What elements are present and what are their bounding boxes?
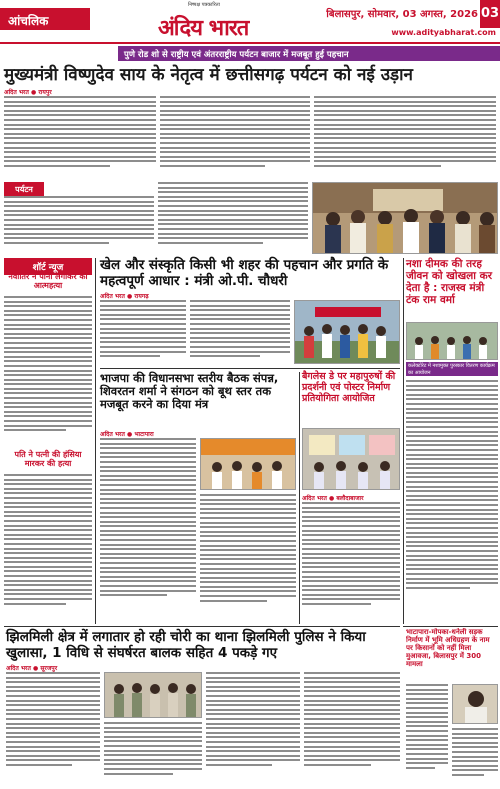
side-headline: नशा दीमक की तरह जीवन को खोखला कर देता है : राजस्व मंत्री टंक राम वर्मा	[406, 258, 493, 307]
police-body-3	[206, 672, 300, 784]
sports-body-left	[100, 300, 186, 366]
sports-body-mid	[190, 300, 290, 366]
farmer-headline: भाटापारा-मोपका-धनेली सड़क निर्माण में भूमि अधिग्रहण के नाम पर किसानों को नहीं मिला मुआवजा, बिलासपुर में 300 मामला	[406, 628, 490, 669]
police-body-2	[104, 722, 202, 784]
side-photo-image	[407, 323, 498, 360]
farmer-photo-image	[453, 685, 498, 724]
short-news-1-body	[4, 296, 92, 446]
side-photo	[406, 322, 498, 360]
dateline: बिलासपुर, सोमवार, 03 अगस्त, 2026	[326, 9, 478, 20]
short-news-header: शॉर्ट न्यूज	[4, 258, 92, 275]
police-body-4	[304, 672, 400, 784]
sports-byline: अदित भरत ● रायगढ़	[100, 293, 149, 300]
lead-byline: अदित भरत ● रायपुर	[4, 89, 52, 96]
masthead	[0, 0, 500, 44]
police-photo	[104, 672, 202, 718]
top-strip: पुणे रोड शो से राष्ट्रीय एवं अंतरराष्ट्रीय पर्यटन बाजार में मजबूत हुई पहचान	[118, 46, 500, 61]
section-name: आंचलिक	[0, 8, 90, 30]
bjp-headline: भाजपा की विधानसभा स्तरीय बैठक संपन्न, शिवरतन शर्मा ने संगठन को बूथ स्तर तक मजबूत करने का दिया मंत्र	[100, 371, 279, 412]
mid-rule	[100, 368, 400, 369]
newspaper-logo[interactable]	[158, 2, 268, 40]
right-column-rule	[403, 258, 404, 624]
poster-body	[302, 502, 400, 622]
side-body	[406, 380, 498, 622]
bjp-photo-image	[201, 439, 296, 490]
police-photo-image	[105, 673, 202, 718]
short-news-2-headline: पति ने पत्नी की हंसिया मारकर की हत्या	[14, 450, 82, 469]
sports-headline: खेल और संस्कृति किसी भी शहर की पहचान और प्रगति के महत्वपूर्ण आधार : मंत्री ओ.पी. चौधरी	[100, 257, 389, 289]
poster-rule	[299, 372, 300, 624]
lead-body-left	[4, 96, 156, 178]
sports-photo-image	[295, 301, 400, 364]
farmer-body-right	[452, 728, 498, 784]
logo-name: अंदिय भारत	[158, 16, 249, 41]
poster-byline: अदित भरत ● बलौदाबाजार	[302, 495, 364, 502]
farmer-rule	[403, 626, 498, 627]
lead-body-right	[314, 96, 496, 178]
lead-body-lower-mid	[158, 182, 308, 252]
poster-headline: बैगलेस डे पर महापुरुषों की प्रदर्शनी एवं पोस्टर निर्माण प्रतियोगिता आयोजित	[302, 371, 396, 404]
bjp-photo	[200, 438, 296, 490]
website-link[interactable]: www.adityabharat.com	[391, 28, 496, 37]
lead-body-lower-left	[4, 196, 154, 252]
page-number: 03	[480, 0, 500, 28]
poster-photo	[302, 428, 400, 490]
police-body-1	[6, 672, 100, 784]
lead-photo-image	[313, 183, 498, 254]
short-news-1-headline: नवातिर ने पानी लगाकर की आत्महत्या	[8, 272, 88, 291]
police-headline: झिलमिली क्षेत्र में लगातार हो रही चोरी का थाना झिलमिली पुलिस ने किया खुलासा, 1 विधि से संघर्षरत बालक सहित 4 पकड़े गए	[6, 629, 366, 661]
logo-tagline: निष्पक्ष पत्रकारिता	[188, 2, 220, 8]
farmer-photo	[452, 684, 498, 724]
lead-body-mid	[160, 96, 310, 178]
lead-photo	[312, 182, 498, 254]
sports-photo	[294, 300, 400, 364]
bjp-body-right	[200, 494, 296, 622]
bottom-rule	[4, 626, 400, 627]
lead-headline: मुख्यमंत्री विष्णुदेव साय के नेतृत्व में छत्तीसगढ़ पर्यटन को नई उड़ान	[4, 65, 413, 85]
poster-photo-image	[303, 429, 400, 490]
side-photo-caption: कलेक्टोरेट में नशामुक्त पुरस्कार वितरण कार्यक्रम का आयोजन	[406, 362, 498, 376]
left-column-rule	[95, 258, 96, 624]
farmer-body-left	[406, 684, 448, 784]
bjp-byline: अदित भरत ● भाटापारा	[100, 431, 154, 438]
tourism-label: पर्यटन	[4, 182, 44, 197]
short-news-2-body	[4, 474, 92, 622]
police-byline: अदित भरत ● सूरजपुर	[6, 665, 58, 672]
bjp-body-left	[100, 438, 196, 622]
